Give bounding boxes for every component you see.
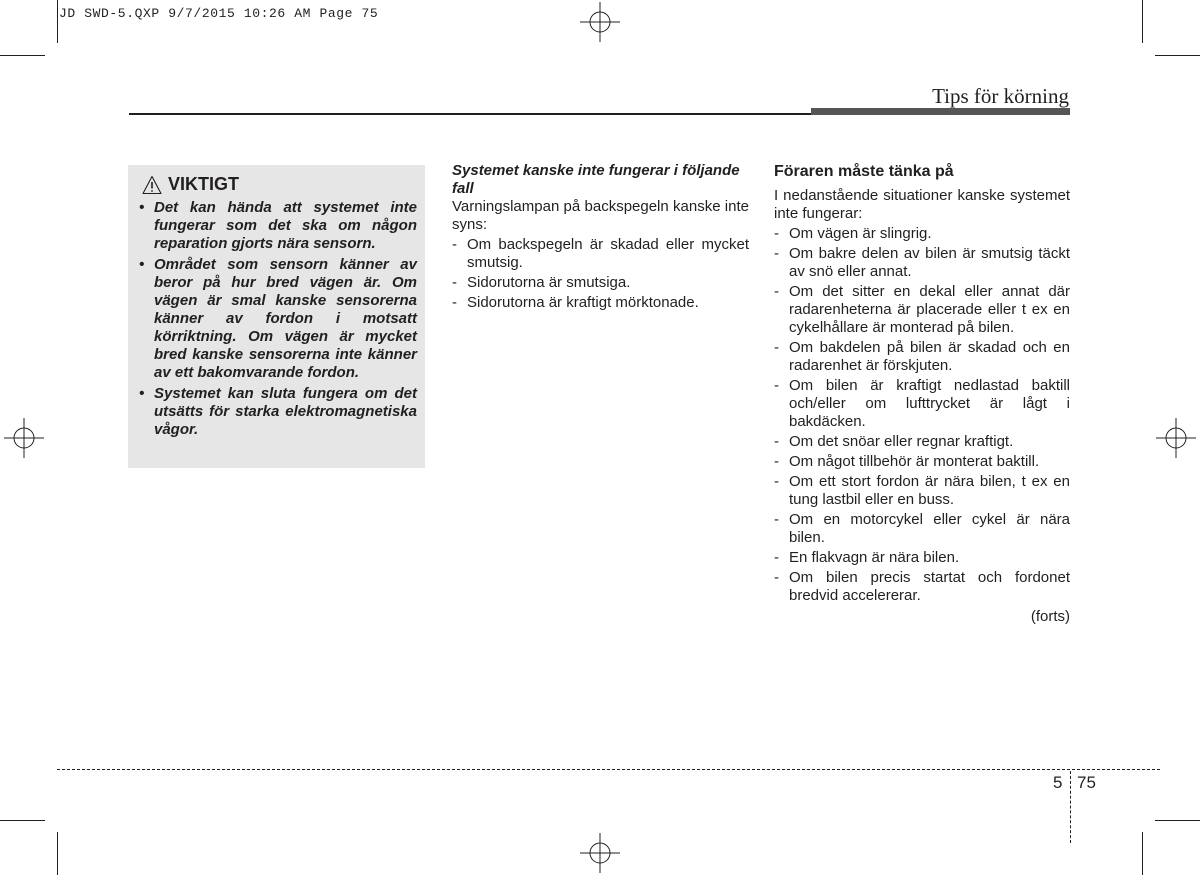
warning-title: VIKTIGT bbox=[168, 174, 239, 194]
bullet-icon: • bbox=[139, 199, 145, 216]
print-slug: JD SWD-5.QXP 9/7/2015 10:26 AM Page 75 bbox=[59, 6, 379, 21]
list-item: - Om det snöar eller regnar kraftigt. bbox=[774, 433, 1014, 450]
bullet-icon: • bbox=[139, 256, 145, 273]
crop-mark bbox=[57, 0, 58, 43]
footer-rule bbox=[57, 769, 1160, 770]
intro-paragraph: I nedanstående situationer kanske systemet inte fungerar: bbox=[774, 187, 1070, 222]
column-right bbox=[774, 162, 1070, 626]
subsection-heading: Systemet kanske inte fungerar i följande fall bbox=[452, 162, 740, 197]
column-middle bbox=[452, 162, 749, 312]
section-heading: Föraren måste tänka på bbox=[774, 163, 954, 180]
crop-mark bbox=[1142, 832, 1143, 875]
situation-list bbox=[774, 225, 1070, 605]
crop-mark bbox=[1142, 0, 1143, 43]
crop-mark bbox=[1155, 820, 1200, 821]
list-item: - Sidorutorna är smutsiga. bbox=[452, 274, 631, 291]
bullet-icon: • bbox=[139, 385, 145, 402]
section-title: Tips för körning bbox=[932, 84, 1069, 108]
registration-mark-icon bbox=[4, 418, 44, 458]
crop-mark bbox=[1155, 55, 1200, 56]
warning-triangle-icon bbox=[142, 175, 162, 195]
list-item: - Sidorutorna är kraftigt mörktonade. bbox=[452, 294, 699, 311]
continued-label: (forts) bbox=[1030, 608, 1070, 625]
list-item: - Om det sitter en dekal eller annat där radarenheterna är placerade eller t ex en cykelhållare är monterad på bilen. bbox=[774, 283, 1070, 336]
list-item: - Om bakdelen på bilen är skadad och en radarenhet är förskjuten. bbox=[774, 339, 1070, 374]
list-item: - Om ett stort fordon är nära bilen, t ex en tung lastbil eller en buss. bbox=[774, 473, 1070, 508]
warning-box bbox=[128, 165, 425, 468]
warning-item: • Området som sensorn känner av beror på hur bred vägen är. Om vägen är smal kanske sensorerna känner av fordon i motsatt körriktning. Om vägen är mycket bred kanske sensorerna inte känner av ett bakomvarande fordon. bbox=[139, 256, 417, 381]
list-item: - Om bilen precis startat och fordonet bredvid accelererar. bbox=[774, 569, 1070, 604]
registration-mark-icon bbox=[580, 833, 620, 873]
list-item: - Om bilen är kraftigt nedlastad baktill och/eller om lufttrycket är lågt i bakdäcken. bbox=[774, 377, 1070, 430]
list-item: - En flakvagn är nära bilen. bbox=[774, 549, 960, 566]
page-number: 75 bbox=[1077, 773, 1096, 792]
chapter-number: 5 bbox=[1053, 773, 1063, 792]
condition-list bbox=[452, 236, 749, 312]
list-item: - Om vägen är slingrig. bbox=[774, 225, 932, 242]
list-item: - Om bakre delen av bilen är smutsig täckt av snö eller annat. bbox=[774, 245, 1070, 280]
crop-mark bbox=[0, 820, 45, 821]
footer-divider bbox=[1070, 771, 1071, 843]
warning-header bbox=[142, 174, 239, 195]
registration-mark-icon bbox=[580, 2, 620, 42]
crop-mark bbox=[57, 832, 58, 875]
warning-list bbox=[139, 199, 417, 442]
list-item: - Om en motorcykel eller cykel är nära bilen. bbox=[774, 511, 1070, 546]
list-item: - Om backspegeln är skadad eller mycket smutsig. bbox=[452, 236, 749, 271]
crop-mark bbox=[0, 55, 45, 56]
intro-paragraph: Varningslampan på backspegeln kanske inte syns: bbox=[452, 198, 749, 233]
list-item: - Om något tillbehör är monterat baktill. bbox=[774, 453, 1040, 470]
header-rule-accent bbox=[811, 108, 1070, 115]
registration-mark-icon bbox=[1156, 418, 1196, 458]
warning-item: • Systemet kan sluta fungera om det utsätts för starka elektromagnetiska vågor. bbox=[139, 385, 417, 438]
warning-item: • Det kan hända att systemet inte fungerar som det ska om någon reparation gjorts nära sensorn. bbox=[139, 199, 417, 252]
